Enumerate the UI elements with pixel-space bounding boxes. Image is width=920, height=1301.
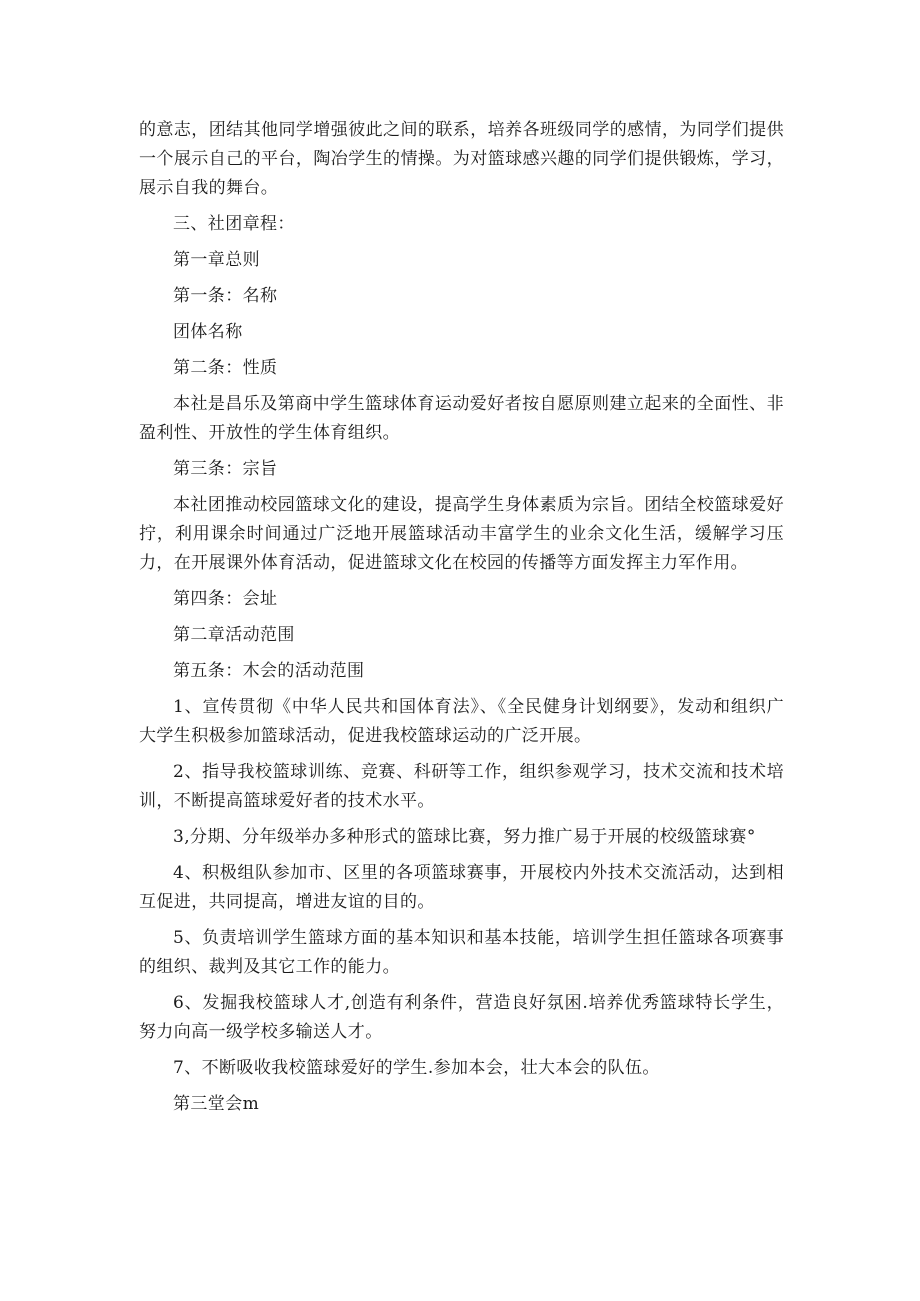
list-item-6: 6、发掘我校篮球人才,创造有利条件，营造良好氛困.培养优秀篮球特长学生，努力向高一级学校多输送人才。 — [139, 993, 784, 1042]
paragraph-purpose: 本社团推动校园篮球文化的建设，提高学生身体素质为宗旨。团结全校篮球爱好拧，利用课余时间通过广泛地开展篮球活动丰富学生的业余文化生活，缓解学习压力，在开展课外体育活动，促进篮球文化在校园的传播等方面发挥主力军作用。 — [139, 495, 784, 573]
chapter-heading-three: 第三堂会m — [173, 1094, 260, 1114]
list-item-5: 5、负责培训学生篮球方面的基本知识和基本技能，培训学生担任篮球各项赛事的组织、裁判及其它工作的能力。 — [139, 928, 784, 977]
list-item-1: 1、宣传贯彻《中华人民共和国体育法》、《全民健身计划纲要》，发动和组织广大学生积极参加篮球活动，促进我校篮球运动的广泛开展。 — [139, 697, 784, 746]
list-item-2: 2、指导我校篮球训练、竞赛、科研等工作，组织参观学习，技术交流和技术培训，不断提高篮球爱好者的技术水平。 — [139, 762, 784, 811]
list-item-3: 3,分期、分年级举办多种形式的篮球比赛，努力推广易于开展的校级篮球赛° — [173, 827, 756, 847]
article-heading-activity-scope: 第五条：木会的活动范围 — [173, 661, 365, 681]
list-item-7: 7、不断吸收我校篮球爱好的学生.参加本会，壮大本会的队伍。 — [173, 1058, 660, 1078]
list-item-4: 4、积极组队参加市、区里的各项篮球赛事，开展校内外技术交流活动，达到相互促进，共同提高，增进友谊的目的。 — [139, 863, 784, 912]
chapter-heading-general: 第一章总则 — [173, 250, 260, 270]
section-heading-charter: 三、社团章程： — [173, 214, 295, 234]
article-heading-nature: 第二条：性质 — [173, 358, 278, 378]
chapter-heading-activities: 第二章活动范围 — [173, 625, 295, 645]
article-heading-address: 第四条：会址 — [173, 589, 278, 609]
paragraph-nature: 本社是昌乐及第商中学生篮球体育运动爱好者按自愿原则建立起来的全面性、非盈利性、开放性的学生体育组织。 — [139, 394, 784, 443]
article-heading-name: 第一条：名称 — [173, 286, 278, 306]
article-heading-purpose: 第三条：宗旨 — [173, 459, 278, 479]
paragraph-intro-continuation: 的意志，团结其他同学增强彼此之间的联系，培养各班级同学的感情，为同学们提供一个展示自己的平台，陶冶学生的情操。为对篮球感兴趣的同学们提供锻炼，学习，展示自我的舞台。 — [139, 120, 784, 198]
document-body — [139, 116, 784, 1119]
paragraph-organization-name: 团体名称 — [173, 322, 243, 342]
